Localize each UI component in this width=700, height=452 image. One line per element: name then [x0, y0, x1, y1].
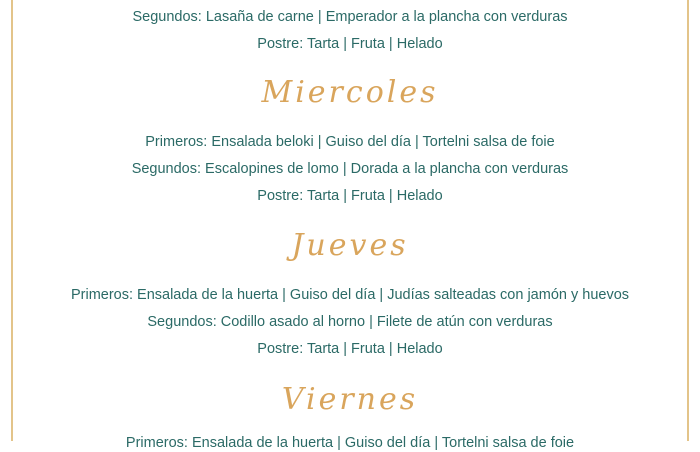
jueves-segundos: Segundos: Codillo asado al horno | Filete de atún con verduras — [147, 314, 553, 330]
tuesday-segundos: Segundos: Lasaña de carne | Emperador a la plancha con verduras — [132, 9, 568, 25]
day-heading-jueves: Jueves — [291, 228, 409, 263]
day-heading-viernes: Viernes — [281, 382, 419, 417]
miercoles-postre: Postre: Tarta | Fruta | Helado — [257, 188, 443, 204]
frame-left-border — [11, 0, 13, 441]
miercoles-segundos: Segundos: Escalopines de lomo | Dorada a la plancha con verduras — [131, 161, 569, 177]
jueves-postre: Postre: Tarta | Fruta | Helado — [257, 341, 443, 357]
day-heading-miercoles: Miercoles — [261, 75, 439, 110]
miercoles-primeros: Primeros: Ensalada beloki | Guiso del día | Tortelni salsa de foie — [145, 134, 555, 150]
frame-right-border — [687, 0, 689, 441]
tuesday-postre: Postre: Tarta | Fruta | Helado — [257, 36, 443, 52]
viernes-primeros: Primeros: Ensalada de la huerta | Guiso del día | Tortelni salsa de foie — [125, 435, 575, 451]
jueves-primeros: Primeros: Ensalada de la huerta | Guiso del día | Judías salteadas con jamón y huevos — [70, 287, 630, 303]
